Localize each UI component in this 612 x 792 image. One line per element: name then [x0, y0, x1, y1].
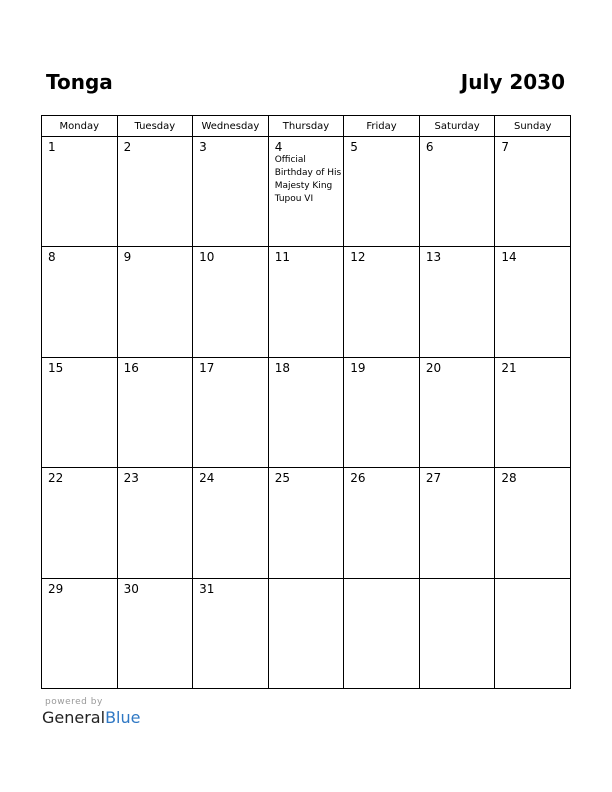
- day-number: 21: [501, 360, 517, 375]
- calendar-grid: [41, 115, 571, 689]
- holiday-event: Official Birthday of His Majesty King Tupou VI: [274, 155, 342, 204]
- day-number: 10: [199, 250, 215, 265]
- day-number: 11: [274, 250, 290, 265]
- day-cell: [419, 137, 495, 247]
- day-number: 20: [425, 360, 442, 375]
- day-number: 29: [48, 581, 64, 596]
- day-number: 4: [274, 140, 283, 154]
- day-number: [495, 579, 570, 582]
- day-cell: [193, 137, 269, 247]
- day-number: 18: [274, 360, 290, 375]
- day-number: 9: [123, 250, 132, 265]
- day-cell: [193, 247, 269, 357]
- day-cell: [42, 247, 118, 357]
- day-number: 28: [501, 471, 517, 486]
- week-row: [42, 468, 571, 578]
- day-cell: [42, 137, 118, 247]
- day-number: 14: [501, 250, 517, 265]
- day-cell: [117, 578, 193, 688]
- day-cell: [419, 578, 495, 688]
- weekday-header: Wednesday: [193, 116, 269, 137]
- day-cell: [495, 137, 571, 247]
- day-number: 5: [350, 140, 358, 154]
- day-number: 22: [48, 471, 64, 486]
- day-cell: [117, 357, 193, 467]
- day-number: 13: [425, 250, 442, 265]
- day-cell: [268, 357, 344, 467]
- day-number: 31: [199, 581, 215, 596]
- day-cell: [344, 578, 420, 688]
- day-number: 30: [123, 581, 139, 596]
- weekday-header: Sunday: [495, 116, 571, 137]
- day-cell: [42, 578, 118, 688]
- week-row: [42, 137, 571, 247]
- day-number: 27: [425, 471, 442, 486]
- day-cell: [344, 137, 420, 247]
- month-title: July 2030: [460, 70, 565, 94]
- weekday-header-row: [42, 116, 571, 137]
- day-number: 16: [123, 360, 139, 375]
- day-number: 19: [350, 360, 366, 375]
- day-cell: [344, 247, 420, 357]
- day-cell: [419, 247, 495, 357]
- day-cell: [193, 468, 269, 578]
- day-cell: [495, 357, 571, 467]
- day-cell: [193, 578, 269, 688]
- day-number: [269, 579, 344, 582]
- generalblue-logo: [42, 708, 140, 727]
- day-cell: [42, 357, 118, 467]
- day-number: 15: [48, 360, 64, 375]
- powered-by-text: powered by: [45, 697, 103, 707]
- day-cell: [42, 468, 118, 578]
- day-number: 7: [501, 140, 510, 154]
- day-cell: [344, 357, 420, 467]
- day-cell: [419, 468, 495, 578]
- weekday-header: Friday: [344, 116, 420, 137]
- day-number: 3: [199, 140, 207, 154]
- day-cell: [117, 468, 193, 578]
- day-number: [420, 579, 495, 582]
- day-number: 6: [425, 140, 434, 154]
- day-number: 24: [199, 471, 215, 486]
- logo-general-text: General: [42, 708, 106, 727]
- day-cell: [268, 137, 344, 247]
- weekday-header: Thursday: [268, 116, 344, 137]
- day-number: 25: [274, 471, 290, 486]
- week-row: [42, 247, 571, 357]
- day-cell: [495, 247, 571, 357]
- weekday-header: Saturday: [419, 116, 495, 137]
- day-number: 12: [350, 250, 366, 265]
- day-number: 2: [123, 140, 132, 154]
- day-cell: [117, 247, 193, 357]
- day-cell: [268, 468, 344, 578]
- day-number: [344, 579, 419, 582]
- weekday-header: Tuesday: [117, 116, 193, 137]
- day-cell: [419, 357, 495, 467]
- day-cell: [495, 468, 571, 578]
- day-number: 26: [350, 471, 366, 486]
- day-cell: [193, 357, 269, 467]
- day-cell: [268, 247, 344, 357]
- country-title: Tonga: [46, 70, 113, 94]
- day-number: 8: [48, 250, 56, 265]
- week-row: [42, 357, 571, 467]
- day-cell: [495, 578, 571, 688]
- day-cell: [268, 578, 344, 688]
- logo-blue-text: Blue: [105, 708, 141, 727]
- day-number: 1: [48, 140, 56, 154]
- day-number: 23: [123, 471, 139, 486]
- day-cell: [344, 468, 420, 578]
- day-cell: [117, 137, 193, 247]
- weekday-header: Monday: [42, 116, 118, 137]
- week-row: [42, 578, 571, 688]
- day-number: 17: [199, 360, 215, 375]
